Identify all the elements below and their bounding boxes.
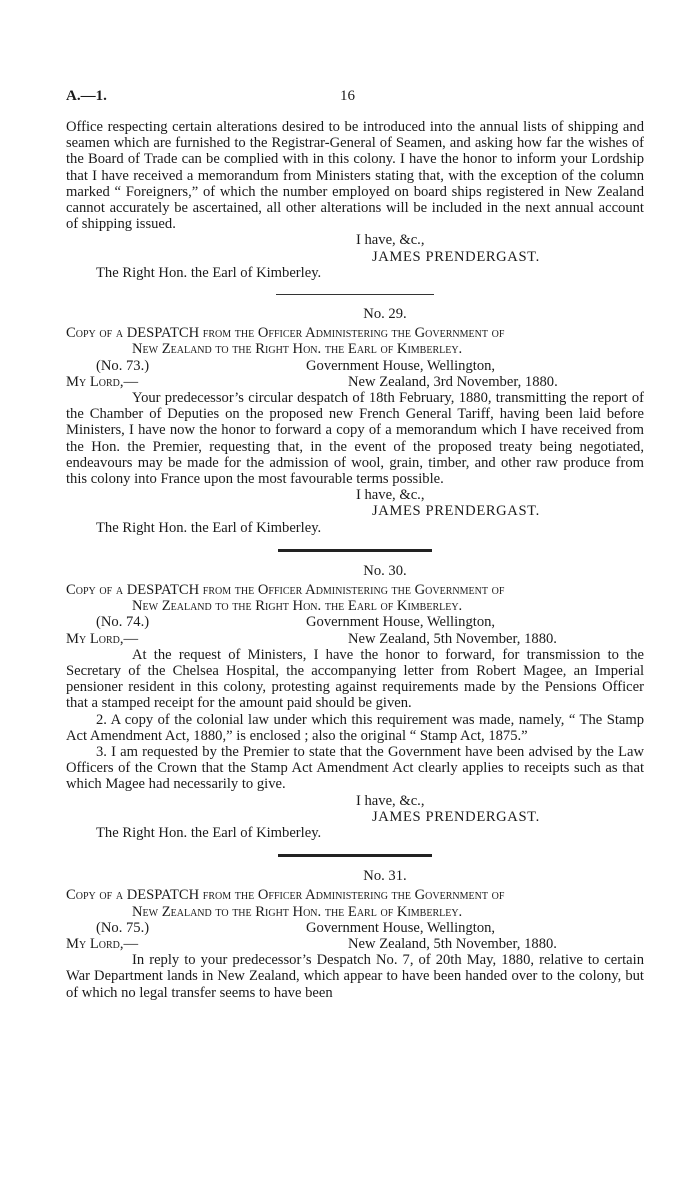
despatch-place: Government House, Wellington, (306, 919, 496, 936)
despatch-date: New Zealand, 5th November, 1880. (348, 936, 557, 953)
despatch-ref-row (66, 614, 644, 630)
despatch-title (66, 887, 644, 919)
despatch-title-line2: New Zealand to the Right Hon. the Earl of Kimberley. (132, 598, 463, 615)
despatch-paragraph: Your predecessor’s circular despatch of 18th February, 1880, transmitting the report of the Chamber of Deputies on the proposed new French General Tariff, having been laid before Ministers, I have now the honor to forward a copy of a memorandum which I have received from the Hon. the Premier, requesting that, in the event of the proposed treaty being negotiated, endeavours may be made for the admission of wool, grain, timber, and other raw produce from this colony into France upon the most favourable terms possible. (66, 390, 644, 488)
despatch-place: Government House, Wellington, (306, 357, 496, 374)
despatch-salutation-row (66, 936, 644, 952)
despatch-title-line1: Copy of a DESPATCH from the Officer Administering the Government of (66, 582, 505, 599)
despatch-title-line1: Copy of a DESPATCH from the Officer Administering the Government of (66, 887, 505, 904)
addressee: The Right Hon. the Earl of Kimberley. (96, 264, 322, 281)
addressee: The Right Hon. the Earl of Kimberley. (96, 519, 322, 536)
despatch-title (66, 325, 644, 357)
closing-formula: I have, &c., (356, 792, 425, 809)
despatch-number: No. 31. (363, 868, 407, 885)
page-header (66, 88, 644, 110)
despatch-date: New Zealand, 3rd November, 1880. (348, 373, 558, 390)
section-divider (276, 294, 434, 295)
despatch-ref-row (66, 920, 644, 936)
despatch-place: Government House, Wellington, (306, 614, 496, 631)
despatch-date: New Zealand, 5th November, 1880. (348, 630, 557, 647)
despatch-29 (66, 306, 644, 536)
despatch-30 (66, 563, 644, 841)
despatch-paragraph: At the request of Ministers, I have the honor to forward, for transmission to the Secretary of the Chelsea Hospital, the accompanying letter from Robert Magee, an Imperial pensioner resident in this colony, protesting against requirements made by the Pensions Officer that a stamped receipt for the amount paid should be given. (66, 646, 644, 712)
closing-formula: I have, &c., (356, 232, 425, 249)
salutation: My Lord,— (66, 936, 139, 953)
despatch-title-line2: New Zealand to the Right Hon. the Earl of Kimberley. (132, 903, 463, 920)
signature: JAMES PRENDERGAST. (372, 248, 540, 265)
despatch-paragraph: 3. I am requested by the Premier to state that the Government have been advised by the Law Officers of the Crown that the Stamp Act Amendment Act clearly applies to receipts such as that which Magee had necessarily to give. (66, 744, 644, 793)
despatch-ref: (No. 73.) (96, 357, 150, 374)
addressee: The Right Hon. the Earl of Kimberley. (96, 825, 322, 842)
despatch-title (66, 582, 644, 614)
signature: JAMES PRENDERGAST. (372, 808, 540, 825)
section-divider (278, 854, 432, 857)
page-number: 16 (340, 88, 355, 104)
despatch-number: No. 29. (363, 306, 407, 323)
despatch-title-line2: New Zealand to the Right Hon. the Earl of Kimberley. (132, 341, 463, 358)
despatch-continuation (66, 119, 644, 281)
document-reference: A.—1. (66, 88, 107, 104)
despatch-title-line1: Copy of a DESPATCH from the Officer Administering the Government of (66, 325, 505, 342)
signature: JAMES PRENDERGAST. (372, 503, 540, 520)
despatch-31 (66, 868, 644, 1001)
closing-formula: I have, &c., (356, 487, 425, 504)
despatch-paragraph: 2. A copy of the colonial law under which this requirement was made, namely, “ The Stamp Act Amendment Act, 1880,” is enclosed ; also the original “ Stamp Act, 1875.” (66, 711, 644, 744)
despatch-salutation-row (66, 374, 644, 390)
despatch-ref: (No. 75.) (96, 919, 150, 936)
despatch-number: No. 30. (363, 562, 407, 579)
despatch-salutation-row (66, 631, 644, 647)
despatch-paragraph: In reply to your predecessor’s Despatch No. 7, of 20th May, 1880, relative to certain War Department lands in New Zealand, which appear to have been handed over to the colony, but of which no legal transfer seems to have been (66, 952, 644, 1001)
intro-paragraph: Office respecting certain alterations desired to be introduced into the annual lists of shipping and seamen which are furnished to the Registrar-General of Seamen, and asking how far the wishes of the Board of Trade can be complied with in this colony. I have the honor to inform your Lordship that I have received a memorandum from Ministers stating that, with the exception of the column marked “ Foreigners,” of which the number employed on board ships registered in New Zealand cannot accurately be ascertained, all other alterations will be included in the next annual account of shipping issued. (66, 119, 644, 233)
salutation: My Lord,— (66, 373, 139, 390)
section-divider (278, 549, 432, 552)
despatch-ref-row (66, 358, 644, 374)
despatch-ref: (No. 74.) (96, 614, 150, 631)
salutation: My Lord,— (66, 630, 139, 647)
